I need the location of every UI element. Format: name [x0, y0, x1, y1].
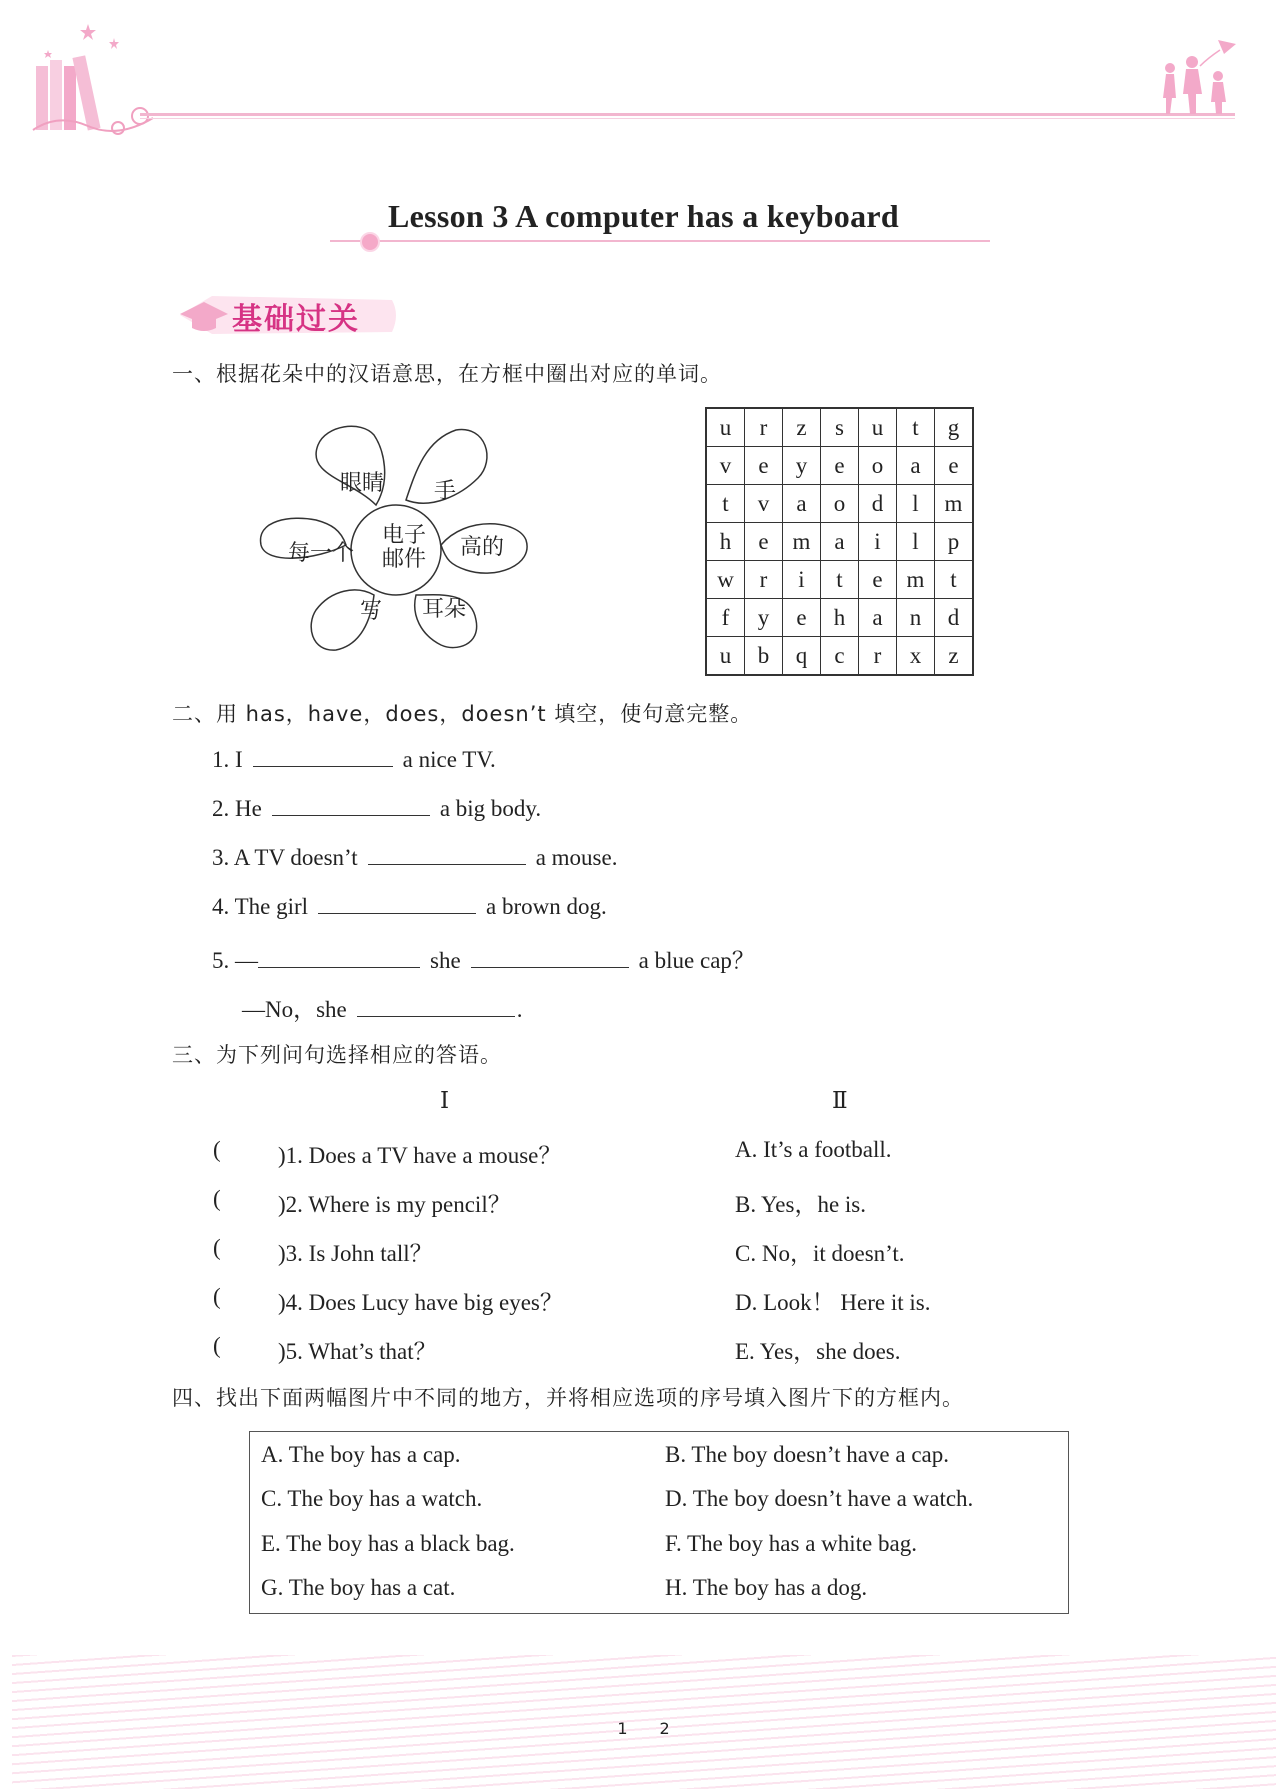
grid-cell[interactable]: e — [783, 599, 821, 637]
petal-hand: 手 — [434, 479, 457, 504]
q2-item-3-pre: 3. A TV doesn’t — [212, 845, 358, 870]
q3-answer-option: E. Yes，she does. — [735, 1339, 901, 1364]
q4-option: F. The boy has a white bag. — [665, 1531, 917, 1556]
q3-answer-paren[interactable]: ( — [213, 1235, 221, 1260]
title-dot-ornament — [360, 232, 380, 252]
q4-option: D. The boy doesn’t have a watch. — [665, 1486, 974, 1511]
q4-options-box — [249, 1431, 1069, 1614]
grid-cell[interactable]: t — [821, 561, 859, 599]
grid-cell[interactable]: l — [897, 523, 935, 561]
grid-row — [706, 599, 973, 637]
q2-item-4-post: a brown dog. — [486, 894, 607, 919]
grid-cell[interactable]: y — [745, 599, 783, 637]
grid-cell[interactable]: l — [897, 485, 935, 523]
grid-cell[interactable]: q — [783, 637, 821, 676]
q2-item-1-post: a nice TV. — [402, 747, 496, 772]
q2-item-6-pre: —No，she — [242, 997, 347, 1022]
q2-item-3 — [212, 844, 617, 871]
grid-cell[interactable]: m — [935, 485, 974, 523]
petal-ears: 耳朵 — [422, 597, 467, 622]
q2-item-4 — [212, 893, 607, 920]
q2-blank-1[interactable] — [253, 746, 393, 767]
q4-option: A. The boy has a cap. — [261, 1442, 461, 1467]
q3-answer-option: A. It’s a football. — [735, 1137, 892, 1162]
grid-cell[interactable]: r — [745, 561, 783, 599]
grid-cell[interactable]: r — [859, 637, 897, 676]
header-rule — [140, 113, 1235, 116]
q2-blank-6[interactable] — [357, 996, 515, 1017]
petal-tall: 高的 — [460, 535, 505, 560]
grid-cell[interactable]: t — [706, 485, 745, 523]
grid-cell[interactable]: t — [935, 561, 974, 599]
grid-cell[interactable]: z — [935, 637, 974, 676]
q2-blank-5b[interactable] — [471, 947, 629, 968]
q3-question: )4. Does Lucy have big eyes？ — [278, 1290, 563, 1315]
q3-answer-paren[interactable]: ( — [213, 1137, 221, 1162]
q4-option: H. The boy has a dog. — [665, 1575, 868, 1600]
flower-center-line2: 邮件 — [382, 547, 427, 572]
grid-cell[interactable]: e — [745, 523, 783, 561]
grid-cell[interactable]: y — [783, 447, 821, 485]
q3-question: )3. Is John tall？ — [278, 1241, 433, 1266]
word-search-grid — [705, 407, 974, 676]
grid-cell[interactable]: m — [783, 523, 821, 561]
grid-cell[interactable]: m — [897, 561, 935, 599]
grid-cell[interactable]: e — [935, 447, 974, 485]
grid-cell[interactable]: a — [897, 447, 935, 485]
grid-row — [706, 447, 973, 485]
grid-row — [706, 408, 973, 447]
petal-every: 每一个 — [288, 541, 355, 566]
grid-cell[interactable]: b — [745, 637, 783, 676]
q4-option: C. The boy has a watch. — [261, 1486, 483, 1511]
header-rule-thin — [140, 118, 1235, 119]
q2-blank-2[interactable] — [272, 795, 430, 816]
q3-heading: 三、为下列问句选择相应的答语。 — [172, 1043, 502, 1067]
q3-answer-paren[interactable]: ( — [213, 1284, 221, 1309]
children-with-kite-icon — [1158, 38, 1240, 118]
section-label: 基础过关 — [232, 302, 360, 337]
q3-answer-paren[interactable]: ( — [213, 1333, 221, 1358]
q2-item-6 — [242, 991, 523, 1024]
q4-heading: 四、找出下面两幅图片中不同的地方，并将相应选项的序号填入图片下的方框内。 — [172, 1386, 964, 1410]
q3-answer-option: D. Look！ Here it is. — [735, 1290, 931, 1315]
q2-item-3-post: a mouse. — [535, 845, 618, 870]
q2-item-5-post: a blue cap？ — [638, 948, 755, 973]
books-and-flowers-logo — [28, 18, 158, 136]
grid-cell[interactable]: a — [859, 599, 897, 637]
grid-cell[interactable]: e — [745, 447, 783, 485]
q3-answer-option: B. Yes，he is. — [735, 1192, 867, 1217]
grid-cell[interactable]: h — [821, 599, 859, 637]
q3-answer-paren[interactable]: ( — [213, 1186, 221, 1211]
q2-item-4-pre: 4. The girl — [212, 894, 309, 919]
grid-cell[interactable]: e — [821, 447, 859, 485]
petal-write: 写 — [360, 599, 383, 624]
q4-option: B. The boy doesn’t have a cap. — [665, 1442, 950, 1467]
page-number: 1 2 — [617, 1719, 670, 1738]
grid-cell[interactable]: h — [706, 523, 745, 561]
q2-item-5-pre: 5. — — [212, 948, 258, 973]
grid-cell[interactable]: i — [859, 523, 897, 561]
grid-cell[interactable]: i — [783, 561, 821, 599]
q4-option: G. The boy has a cat. — [261, 1575, 456, 1600]
q3-question: )5. What’s that？ — [278, 1339, 437, 1364]
grid-cell[interactable]: g — [935, 408, 974, 447]
q2-item-2-post: a big body. — [439, 796, 542, 821]
grid-cell[interactable]: z — [783, 408, 821, 447]
grid-cell[interactable]: d — [935, 599, 974, 637]
q2-item-5 — [212, 942, 755, 975]
grid-row — [706, 637, 973, 676]
q2-item-5-mid: she — [430, 948, 461, 973]
q2-item-6-post: . — [516, 997, 523, 1022]
grid-cell[interactable]: a — [783, 485, 821, 523]
grid-cell[interactable]: f — [706, 599, 745, 637]
q4-option: E. The boy has a black bag. — [261, 1531, 515, 1556]
title-underline — [330, 240, 990, 242]
page-title: Lesson 3 A computer has a keyboard — [387, 198, 899, 234]
grid-cell[interactable]: x — [897, 637, 935, 676]
flower-center-line1: 电子 — [382, 523, 427, 548]
grid-cell[interactable]: v — [745, 485, 783, 523]
q2-item-1 — [212, 746, 496, 773]
grid-cell[interactable]: u — [859, 408, 897, 447]
q2-heading: 二、用 has，have，does，doesn’t 填空，使句意完整。 — [172, 702, 753, 726]
grid-cell[interactable]: o — [821, 485, 859, 523]
q1-heading: 一、根据花朵中的汉语意思，在方框中圈出对应的单词。 — [172, 362, 722, 386]
grid-cell[interactable]: u — [706, 408, 745, 447]
q2-blank-3[interactable] — [368, 844, 526, 865]
q2-item-1-pre: 1. I — [212, 747, 243, 772]
grid-cell[interactable]: s — [821, 408, 859, 447]
grid-row — [706, 523, 973, 561]
q2-item-2 — [212, 795, 541, 822]
q3-col2-header: Ⅱ — [832, 1088, 848, 1113]
grid-cell[interactable]: t — [897, 408, 935, 447]
grid-cell[interactable]: u — [706, 637, 745, 676]
q2-blank-5a[interactable] — [258, 947, 420, 968]
grid-cell[interactable]: o — [859, 447, 897, 485]
grid-cell[interactable]: e — [859, 561, 897, 599]
grid-cell[interactable]: c — [821, 637, 859, 676]
q3-col1-header: Ⅰ — [440, 1088, 450, 1113]
grid-cell[interactable]: p — [935, 523, 974, 561]
grid-cell[interactable]: w — [706, 561, 745, 599]
grid-cell[interactable]: n — [897, 599, 935, 637]
grid-row — [706, 485, 973, 523]
q3-question: )1. Does a TV have a mouse？ — [278, 1143, 562, 1168]
q3-answer-option: C. No，it doesn’t. — [735, 1241, 905, 1266]
grid-cell[interactable]: d — [859, 485, 897, 523]
q3-question: )2. Where is my pencil？ — [278, 1192, 511, 1217]
grid-cell[interactable]: r — [745, 408, 783, 447]
grid-cell[interactable]: v — [706, 447, 745, 485]
grid-row — [706, 561, 973, 599]
q2-blank-4[interactable] — [318, 893, 476, 914]
grid-cell[interactable]: a — [821, 523, 859, 561]
petal-eyes: 眼睛 — [340, 471, 385, 496]
q2-item-2-pre: 2. He — [212, 796, 262, 821]
